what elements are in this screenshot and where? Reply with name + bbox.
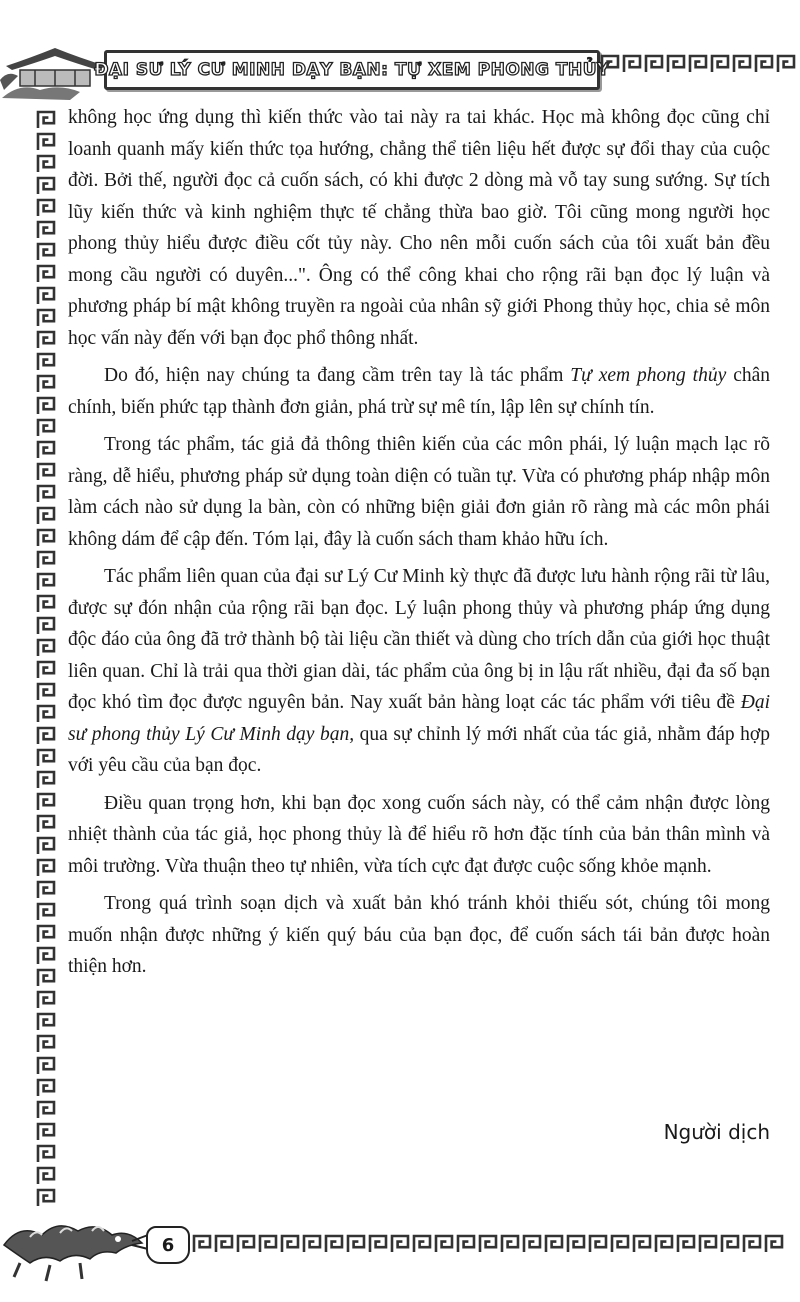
- fret-motif: [38, 750, 54, 766]
- fret-motif: [656, 1236, 672, 1252]
- fret-motif: [304, 1236, 320, 1252]
- fret-motif: [38, 684, 54, 700]
- fret-motif: [700, 1236, 716, 1252]
- fret-motif: [38, 1124, 54, 1140]
- fret-motif: [38, 134, 54, 150]
- fret-motif: [38, 860, 54, 876]
- italic-book-title: Tự xem phong thủy: [570, 365, 727, 386]
- fret-motif: [38, 420, 54, 436]
- fret-motif: [38, 662, 54, 678]
- fret-motif: [668, 56, 684, 72]
- fret-motif: [38, 266, 54, 282]
- fret-motif: [602, 56, 618, 72]
- fret-motif: [38, 596, 54, 612]
- bottom-fret-ornament: [192, 1232, 800, 1256]
- fret-motif: [38, 156, 54, 172]
- translator-signature: Người dịch: [663, 1120, 770, 1144]
- fret-motif: [38, 926, 54, 942]
- fret-motif: [38, 530, 54, 546]
- body-text: [68, 102, 770, 989]
- fret-motif: [436, 1236, 452, 1252]
- fret-motif: [38, 640, 54, 656]
- fret-motif: [38, 794, 54, 810]
- fret-motif: [38, 1014, 54, 1030]
- fret-motif: [38, 464, 54, 480]
- fret-motif: [502, 1236, 518, 1252]
- fret-motif: [38, 1190, 54, 1206]
- fret-motif: [216, 1236, 232, 1252]
- fret-motif: [38, 112, 54, 128]
- fret-motif: [38, 1102, 54, 1118]
- fret-motif: [38, 816, 54, 832]
- fret-motif: [712, 56, 728, 72]
- fret-motif: [38, 882, 54, 898]
- fret-motif: [38, 948, 54, 964]
- fret-motif: [38, 618, 54, 634]
- fret-motif: [634, 1236, 650, 1252]
- fret-motif: [568, 1236, 584, 1252]
- fret-motif: [38, 398, 54, 414]
- fret-motif: [734, 56, 750, 72]
- fret-motif: [38, 772, 54, 788]
- fret-motif: [38, 1146, 54, 1162]
- fret-motif: [38, 332, 54, 348]
- paragraph: Trong quá trình soạn dịch và xuất bản khó tránh khỏi thiếu sót, chúng tôi mong muốn nhận được những ý kiến quý báu của bạn đọc, để cuốn sách tái bản được hoàn thiện hơn.: [68, 893, 770, 977]
- paragraph: Tác phẩm liên quan của đại sư Lý Cư Minh kỳ thực đã được lưu hành rộng rãi từ lâu, được sự đón nhận của rộng rãi bạn đọc. Lý luận phong thủy và phương pháp ứng dụng độc đáo của ông đã trở thành bộ tài liệu cần thiết và dùng cho trích dẫn của giới học thuật liên quan. Chỉ là trải qua thời gian dài, tác phẩm của ông bị in lậu rất nhiều, đại đa số bạn đọc khó tìm đọc được nguyên bản. Nay xuất bản hàng loạt các tác phẩm với tiêu đề Đại sư phong thủy Lý Cư Minh dạy bạn, qua sự chỉnh lý mới nhất của tác giả, nhằm đáp hợp với yêu cầu của bạn đọc.: [68, 566, 770, 776]
- fret-motif: [326, 1236, 342, 1252]
- fret-motif: [38, 904, 54, 920]
- fret-motif: [414, 1236, 430, 1252]
- fret-motif: [646, 56, 662, 72]
- fret-motif: [38, 442, 54, 458]
- fret-motif: [38, 508, 54, 524]
- fret-motif: [38, 200, 54, 216]
- fret-motif: [524, 1236, 540, 1252]
- fret-motif: [282, 1236, 298, 1252]
- fret-motif: [38, 222, 54, 238]
- paragraph: Do đó, hiện nay chúng ta đang cầm trên tay là tác phẩm Tự xem phong thủy chân chính, biến phức tạp thành đơn giản, phá trừ sự mê tín, lập lên sự chính tín.: [68, 365, 770, 418]
- fret-motif: [766, 1236, 782, 1252]
- paragraph: Trong tác phẩm, tác giả đả thông thiên kiến của các môn phái, lý luận mạch lạc rõ ràng, dễ hiểu, phương pháp sử dụng toàn diện có tuần tự. Vừa có phương pháp nhập môn làm cách nào sử dụng la bàn, còn có những biện giải đơn giản rõ ràng mà các môn phái không dám để cập đến. Tóm lại, đây là cuốn sách tham khảo hữu ích.: [68, 434, 770, 550]
- left-fret-ornament: [34, 110, 58, 1210]
- fret-motif: [38, 992, 54, 1008]
- book-title: ĐẠI SƯ LÝ CƯ MINH DẠY BẠN: TỰ XEM PHONG THỦY: [94, 60, 610, 80]
- fret-motif: [392, 1236, 408, 1252]
- fret-motif: [38, 838, 54, 854]
- fret-motif: [722, 1236, 738, 1252]
- fret-motif: [38, 354, 54, 370]
- fret-motif: [38, 706, 54, 722]
- fret-motif: [38, 310, 54, 326]
- fret-motif: [38, 376, 54, 392]
- fret-motif: [38, 1036, 54, 1052]
- fret-motif: [38, 288, 54, 304]
- page-number: 6: [146, 1226, 190, 1264]
- fret-motif: [678, 1236, 694, 1252]
- fret-motif: [38, 1058, 54, 1074]
- fret-motif: [778, 56, 794, 72]
- paragraph: không học ứng dụng thì kiến thức vào tai này ra tai khác. Học mà không đọc cũng chỉ loanh quanh mấy kiến thức tọa hướng, chẳng thể tiên liệu hết được sự đổi thay của cuộc đời. Bởi thế, người đọc cả cuốn sách, có khi được 2 dòng mà vỗ tay sung sướng. Sự tích lũy kiến thức và kinh nghiệm thực tế chẳng thừa bao giờ. Tôi cũng mong người học phong thủy hiểu được điều cốt tủy này. Cho nên mỗi cuốn sách của tôi xuất bản đều mong cầu người có duyên...". Ông có thể công khai cho rộng rãi bạn đọc lý luận và phương pháp bí mật không truyền ra ngoài của nhân sỹ giới Phong thủy học, chia sẻ môn học vấn này đến với bạn đọc phổ thông nhất.: [68, 107, 770, 349]
- fret-motif: [624, 56, 640, 72]
- fret-motif: [38, 574, 54, 590]
- fret-motif: [348, 1236, 364, 1252]
- fret-motif: [38, 970, 54, 986]
- dragon-icon: [0, 1205, 150, 1285]
- fret-motif: [480, 1236, 496, 1252]
- italic-series-title: Đại sư phong thủy Lý Cư Minh dạy bạn,: [68, 692, 770, 745]
- fret-motif: [194, 1236, 210, 1252]
- fret-motif: [38, 486, 54, 502]
- fret-motif: [458, 1236, 474, 1252]
- fret-motif: [612, 1236, 628, 1252]
- book-title-banner: [94, 50, 610, 90]
- fret-motif: [370, 1236, 386, 1252]
- paragraph: Điều quan trọng hơn, khi bạn đọc xong cuốn sách này, có thể cảm nhận được lòng nhiệt thành của tác giả, học phong thủy là để hiểu rõ hơn đặc tính của bản thân mình và môi trường. Vừa thuận theo tự nhiên, vừa tích cực đạt được cuộc sống khỏe mạnh.: [68, 792, 770, 877]
- fret-motif: [238, 1236, 254, 1252]
- fret-motif: [590, 1236, 606, 1252]
- fret-motif: [756, 56, 772, 72]
- top-fret-ornament: [600, 52, 800, 76]
- fret-motif: [38, 1168, 54, 1184]
- fret-motif: [38, 178, 54, 194]
- fret-motif: [744, 1236, 760, 1252]
- fret-motif: [38, 244, 54, 260]
- fret-motif: [38, 728, 54, 744]
- fret-motif: [690, 56, 706, 72]
- fret-motif: [38, 1080, 54, 1096]
- fret-motif: [38, 552, 54, 568]
- fret-motif: [546, 1236, 562, 1252]
- fret-motif: [260, 1236, 276, 1252]
